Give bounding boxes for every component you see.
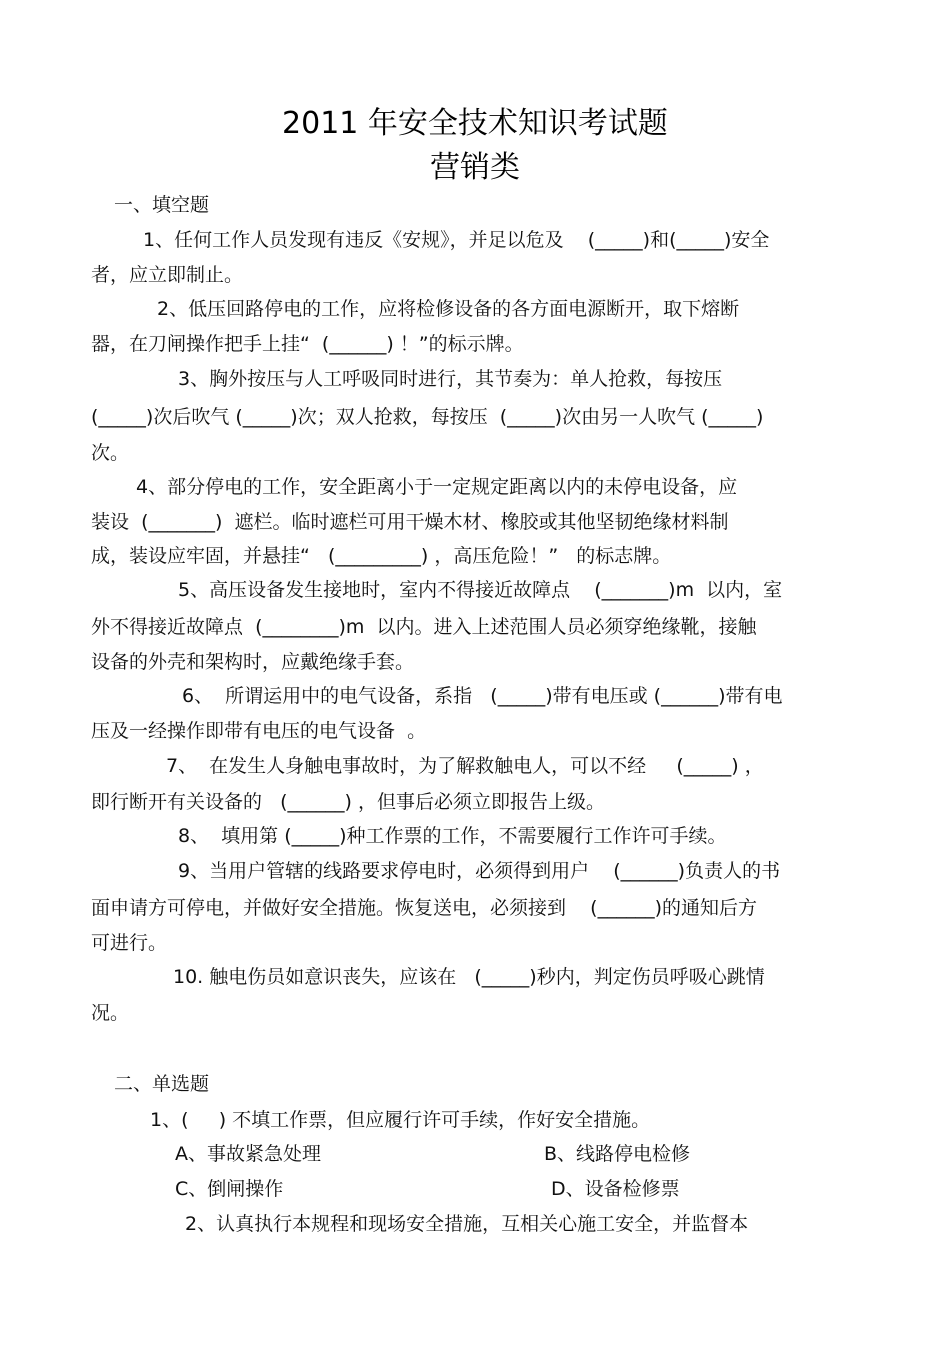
question-line: 3、胸外按压与人工呼吸同时进行，其节奏为：单人抢救，每按压 — [178, 368, 723, 390]
question-line: 压及一经操作即带有电压的电气设备 。 — [91, 720, 427, 742]
question-line: 4、部分停电的工作，安全距离小于一定规定距离以内的未停电设备，应 — [136, 476, 738, 498]
question-line: 装设 (_______) 遮栏。临时遮栏可用干燥木材、橡胶或其他坚韧绝缘材料制 — [91, 511, 729, 533]
question-line: 次。 — [91, 442, 130, 464]
option-b: B、线路停电检修 — [544, 1143, 691, 1165]
question-line: 器，在刀闸操作把手上挂“ (______) ！”的标示牌。 — [91, 333, 524, 355]
question-line: 即行断开有关设备的 (______) ，但事后必须立即报告上级。 — [91, 791, 605, 813]
question-line: 5、高压设备发生接地时，室内不得接近故障点 (_______)m 以内，室 — [178, 579, 783, 601]
page-title: 2011 年安全技术知识考试题 — [282, 106, 668, 141]
question-line: 成，装设应牢固，并悬挂“ (_________) ，高压危险！” 的标志牌。 — [91, 545, 672, 567]
option-c: C、倒闸操作 — [175, 1178, 284, 1200]
question-line: 2、低压回路停电的工作，应将检修设备的各方面电源断开，取下熔断 — [157, 298, 740, 320]
option-a: A、事故紧急处理 — [175, 1143, 321, 1165]
section-heading-fill-blank: 一、填空题 — [114, 194, 210, 216]
question-line: 外不得接近故障点 (________)m 以内。进入上述范围人员必须穿绝缘靴，接触 — [91, 616, 757, 638]
question-line: 面申请方可停电，并做好安全措施。恢复送电，必须接到 (______)的通知后方 — [91, 897, 757, 919]
question-line: 1、( ) 不填工作票，但应履行许可手续，作好安全措施。 — [150, 1109, 651, 1131]
section-heading-single-choice: 二、单选题 — [114, 1073, 210, 1095]
question-line: 10. 触电伤员如意识丧失，应该在 (_____)秒内，判定伤员呼吸心跳情 — [173, 966, 765, 988]
question-line: 2、认真执行本规程和现场安全措施，互相关心施工安全，并监督本 — [185, 1213, 749, 1235]
question-line: 6、 所谓运用中的电气设备，系指 (_____)带有电压或 (______)带有电 — [182, 685, 783, 707]
question-line: 可进行。 — [91, 932, 168, 954]
question-line: 1、任何工作人员发现有违反《安规》，并足以危及 (_____)和(_____)安全 — [143, 229, 770, 251]
question-line: 8、 填用第 (_____)种工作票的工作，不需要履行工作许可手续。 — [178, 825, 727, 847]
question-line: 9、当用户管辖的线路要求停电时，必须得到用户 (______)负责人的书 — [178, 860, 781, 882]
question-line: (_____)次后吹气 (_____)次；双人抢救，每按压 (_____)次由另一人吹气 (_____) — [91, 406, 764, 428]
page-subtitle: 营销类 — [430, 150, 520, 185]
question-line: 设备的外壳和架构时，应戴绝缘手套。 — [91, 651, 415, 673]
question-line: 7、 在发生人身触电事故时，为了解救触电人，可以不经 (_____) ， — [166, 755, 764, 777]
option-d: D、设备检修票 — [551, 1178, 680, 1200]
question-line: 况。 — [91, 1002, 130, 1024]
question-line: 者，应立即制止。 — [91, 264, 244, 286]
